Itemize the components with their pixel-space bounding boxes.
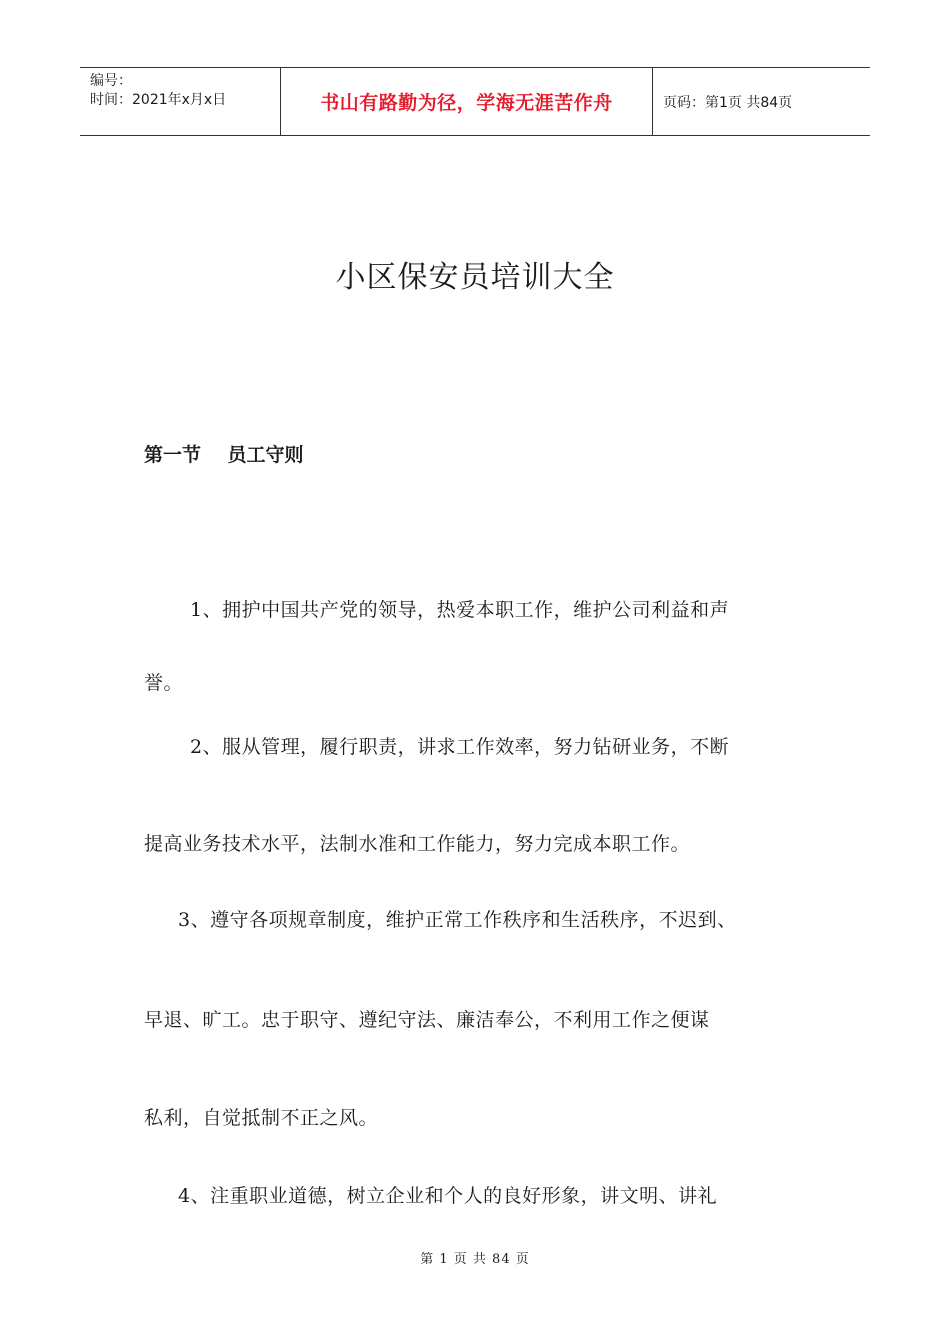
header-motto-cell (281, 68, 653, 135)
body-line: 誉。 (144, 672, 184, 694)
page-footer: 第 1 页 共 84 页 (420, 1252, 530, 1267)
header-table (80, 67, 870, 136)
body-line: 1、拥护中国共产党的领导，热爱本职工作，维护公司利益和声 (190, 599, 730, 621)
body-line: 4、注重职业道德，树立企业和个人的良好形象，讲文明、讲礼 (178, 1185, 718, 1207)
body-line: 提高业务技术水平，法制水准和工作能力，努力完成本职工作。 (144, 833, 691, 855)
header-page-cell (653, 68, 870, 135)
header-meta-cell (80, 68, 281, 135)
document-title: 小区保安员培训大全 (335, 260, 615, 295)
section-heading: 第一节 员工守则 (144, 444, 304, 466)
header-page-info: 页码：第1页 共84页 (663, 94, 793, 111)
document-time-label: 时间：2021年x月x日 (90, 92, 227, 108)
body-line: 早退、旷工。忠于职守、遵纪守法、廉洁奉公，不利用工作之便谋 (144, 1009, 710, 1031)
document-number-label: 编号： (90, 73, 132, 89)
header-motto: 书山有路勤为径，学海无涯苦作舟 (320, 92, 613, 114)
body-line: 3、遵守各项规章制度，维护正常工作秩序和生活秩序，不迟到、 (178, 909, 737, 931)
body-line: 2、服从管理，履行职责，讲求工作效率，努力钻研业务，不断 (190, 736, 730, 758)
body-line: 私利，自觉抵制不正之风。 (144, 1107, 379, 1129)
